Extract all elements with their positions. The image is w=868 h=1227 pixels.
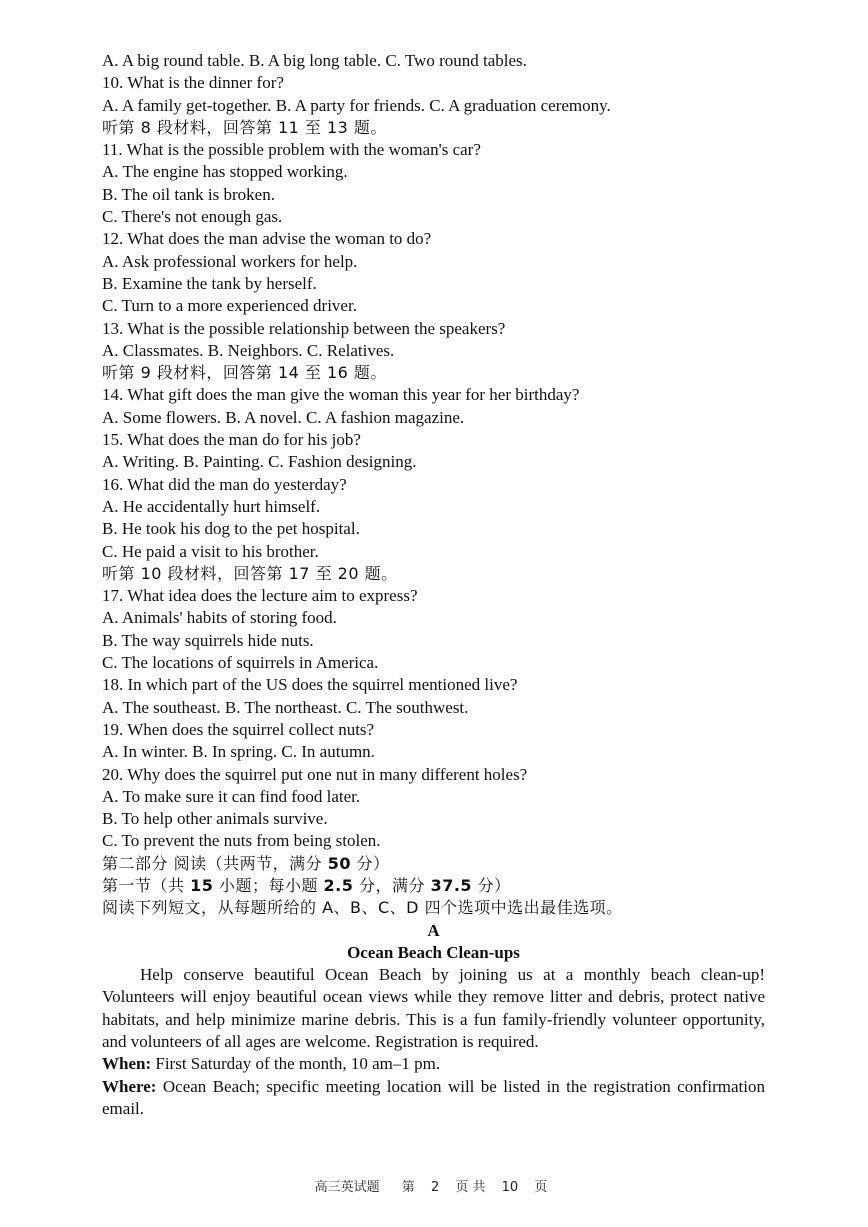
question-17: 17. What idea does the lecture aim to express? [102,586,418,606]
option-16a: A. He accidentally hurt himself. [102,496,321,516]
answer-options-q15: A. Writing. B. Painting. C. Fashion designing. [102,452,417,472]
passage-body: Help conserve beautiful Ocean Beach by joining us at a monthly beach clean-up! Volunteers will enjoy beautiful ocean views while they remove litter and debris, protect native habitats, and help minimize marine debris. This is a fun family-friendly volunteer opportunity, and volunteers of all ages are welcome. Registration is required. [102,965,765,1052]
footer-page-suffix: 页 [534,1180,548,1195]
where-label: Where: [102,1076,157,1096]
part-two-heading [102,853,765,875]
section-one-each: 2.5 [323,875,354,895]
answer-options-q18: A. The southeast. B. The northeast. C. The southwest. [102,697,469,717]
part-two-prefix: 第二部分 阅读（共两节，满分 [102,853,328,873]
question-16: 16. What did the man do yesterday? [102,474,347,494]
option-11b: B. The oil tank is broken. [102,184,275,204]
question-12: 12. What does the man advise the woman to do? [102,229,432,249]
question-20: 20. Why does the squirrel put one nut in many different holes? [102,764,528,784]
part-two-score: 50 [327,853,351,873]
section-one-heading [102,875,765,897]
where-text: Ocean Beach; specific meeting location will be listed in the registration confirmation email. [102,1076,765,1118]
answer-options-q14: A. Some flowers. B. A novel. C. A fashion magazine. [102,407,465,427]
section-one-prefix: 第一节（共 [102,875,191,895]
question-19: 19. When does the squirrel collect nuts? [102,719,375,739]
option-17b: B. The way squirrels hide nuts. [102,630,314,650]
option-12a: A. Ask professional workers for help. [102,251,358,271]
question-15: 15. What does the man do for his job? [102,430,361,450]
footer-page-info [396,1180,554,1195]
question-18: 18. In which part of the US does the squirrel mentioned live? [102,675,518,695]
passage-letter: A [427,920,440,940]
footer-page-mid: 页 共 [455,1180,486,1195]
option-11c: C. There's not enough gas. [102,207,283,227]
footer-page-number: 2 [430,1180,440,1195]
part-two-suffix: 分） [350,853,390,873]
section-one-mid2: 分，满分 [353,875,431,895]
footer-page-total: 10 [501,1180,519,1195]
passage-where [102,1076,765,1121]
answer-options-q19: A. In winter. B. In spring. C. In autumn. [102,742,375,762]
question-13: 13. What is the possible relationship between the speakers? [102,318,506,338]
option-16c: C. He paid a visit to his brother. [102,541,319,561]
option-12b: B. Examine the tank by herself. [102,273,317,293]
option-20c: C. To prevent the nuts from being stolen. [102,831,381,851]
reading-instruction: 阅读下列短文，从每题所给的 A、B、C、D 四个选项中选出最佳选项。 [102,898,623,918]
answer-options-q10: A. A family get-together. B. A party for friends. C. A graduation ceremony. [102,95,611,115]
section-one-mid1: 小题；每小题 [213,875,324,895]
question-11: 11. What is the possible problem with the woman's car? [102,140,481,160]
page-content [102,50,765,1120]
option-17c: C. The locations of squirrels in America. [102,653,379,673]
option-11a: A. The engine has stopped working. [102,162,348,182]
passage-title: Ocean Beach Clean-ups [347,942,520,962]
answer-options-q13: A. Classmates. B. Neighbors. C. Relatives. [102,340,395,360]
section-instruction-9: 听第 9 段材料，回答第 14 至 16 题。 [102,363,387,383]
question-14: 14. What gift does the man give the woman this year for her birthday? [102,385,580,405]
page-footer [0,1176,868,1195]
when-label: When: [102,1054,152,1074]
question-10: 10. What is the dinner for? [102,73,284,93]
footer-subject: 高三英试题 [314,1180,380,1195]
option-17a: A. Animals' habits of storing food. [102,608,337,628]
option-16b: B. He took his dog to the pet hospital. [102,519,360,539]
footer-page-prefix: 第 [401,1180,415,1195]
section-instruction-10: 听第 10 段材料，回答第 17 至 20 题。 [102,563,398,583]
section-instruction-8: 听第 8 段材料，回答第 11 至 13 题。 [102,117,387,137]
when-text: First Saturday of the month, 10 am–1 pm. [151,1054,441,1074]
passage-when [102,1053,765,1075]
section-one-count: 15 [190,875,214,895]
section-one-total: 37.5 [430,875,473,895]
option-20a: A. To make sure it can find food later. [102,786,361,806]
option-20b: B. To help other animals survive. [102,809,328,829]
option-12c: C. Turn to a more experienced driver. [102,296,357,316]
answer-options-q9: A. A big round table. B. A big long table. C. Two round tables. [102,51,527,70]
section-one-suffix: 分） [472,875,511,895]
